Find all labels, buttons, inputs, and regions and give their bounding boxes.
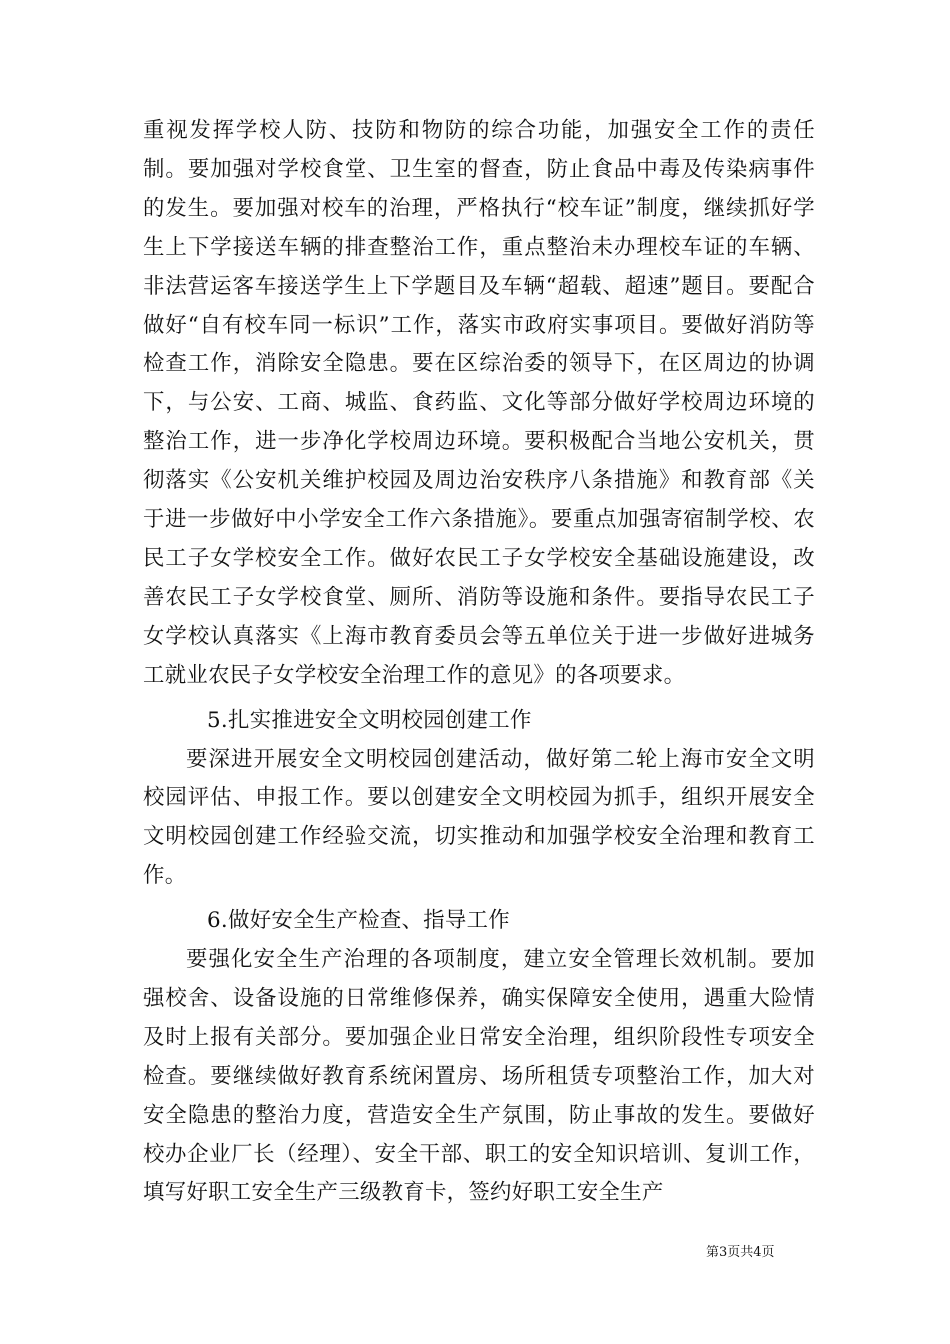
document-body	[143, 112, 815, 1213]
section-heading-5: 5.扎实推进安全文明校园创建工作	[207, 707, 532, 733]
body-paragraph-2: 要深进开展安全文明校园创建活动，做好第二轮上海市安全文明校园评估、申报工作。要以创建安全文明校园为抓手，组织开展安全文明校园创建工作经验交流，切实推动和加强学校安全治理和教育工作。	[143, 746, 815, 889]
body-paragraph-1: 重视发挥学校人防、技防和物防的综合功能，加强安全工作的责任制。要加强对学校食堂、卫生室的督查，防止食品中毒及传染病事件的发生。要加强对校车的治理，严格执行“校车证”制度，继续抓好学生上下学接送车辆的排查整治工作，重点整治未办理校车证的车辆、非法营运客车接送学生上下学题目及车辆“超载、超速”题目。要配合做好“自有校车同一标识”工作，落实市政府实事项目。要做好消防等检查工作，消除安全隐患。要在区综治委的领导下，在区周边的协调下，与公安、工商、城监、食药监、文化等部分做好学校周边环境的整治工作，进一步净化学校周边环境。要积极配合当地公安机关，贯彻落实《公安机关维护校园及周边治安秩序八条措施》和教育部《关于进一步做好中小学安全工作六条措施》。要重点加强寄宿制学校、农民工子女学校安全工作。做好农民工子女学校安全基础设施建设，改善农民工子女学校食堂、厕所、消防等设施和条件。要指导农民工子女学校认真落实《上海市教育委员会等五单位关于进一步做好进城务工就业农民子女学校安全治理工作的意见》的各项要求。	[143, 118, 815, 688]
body-paragraph-3: 要强化安全生产治理的各项制度，建立安全管理长效机制。要加强校舍、设备设施的日常维修保养，确实保障安全使用，遇重大险情及时上报有关部分。要加强企业日常安全治理，组织阶段性专项安全检查。要继续做好教育系统闲置房、场所租赁专项整治工作，加大对安全隐患的整治力度，营造安全生产氛围，防止事故的发生。要做好校办企业厂长（经理）、安全干部、职工的安全知识培训、复训工作，填写好职工安全生产三级教育卡，签约好职工安全生产	[143, 947, 815, 1206]
section-heading-6: 6.做好安全生产检查、指导工作	[207, 908, 510, 934]
page-number-footer: 第3页共4页	[706, 1245, 775, 1260]
